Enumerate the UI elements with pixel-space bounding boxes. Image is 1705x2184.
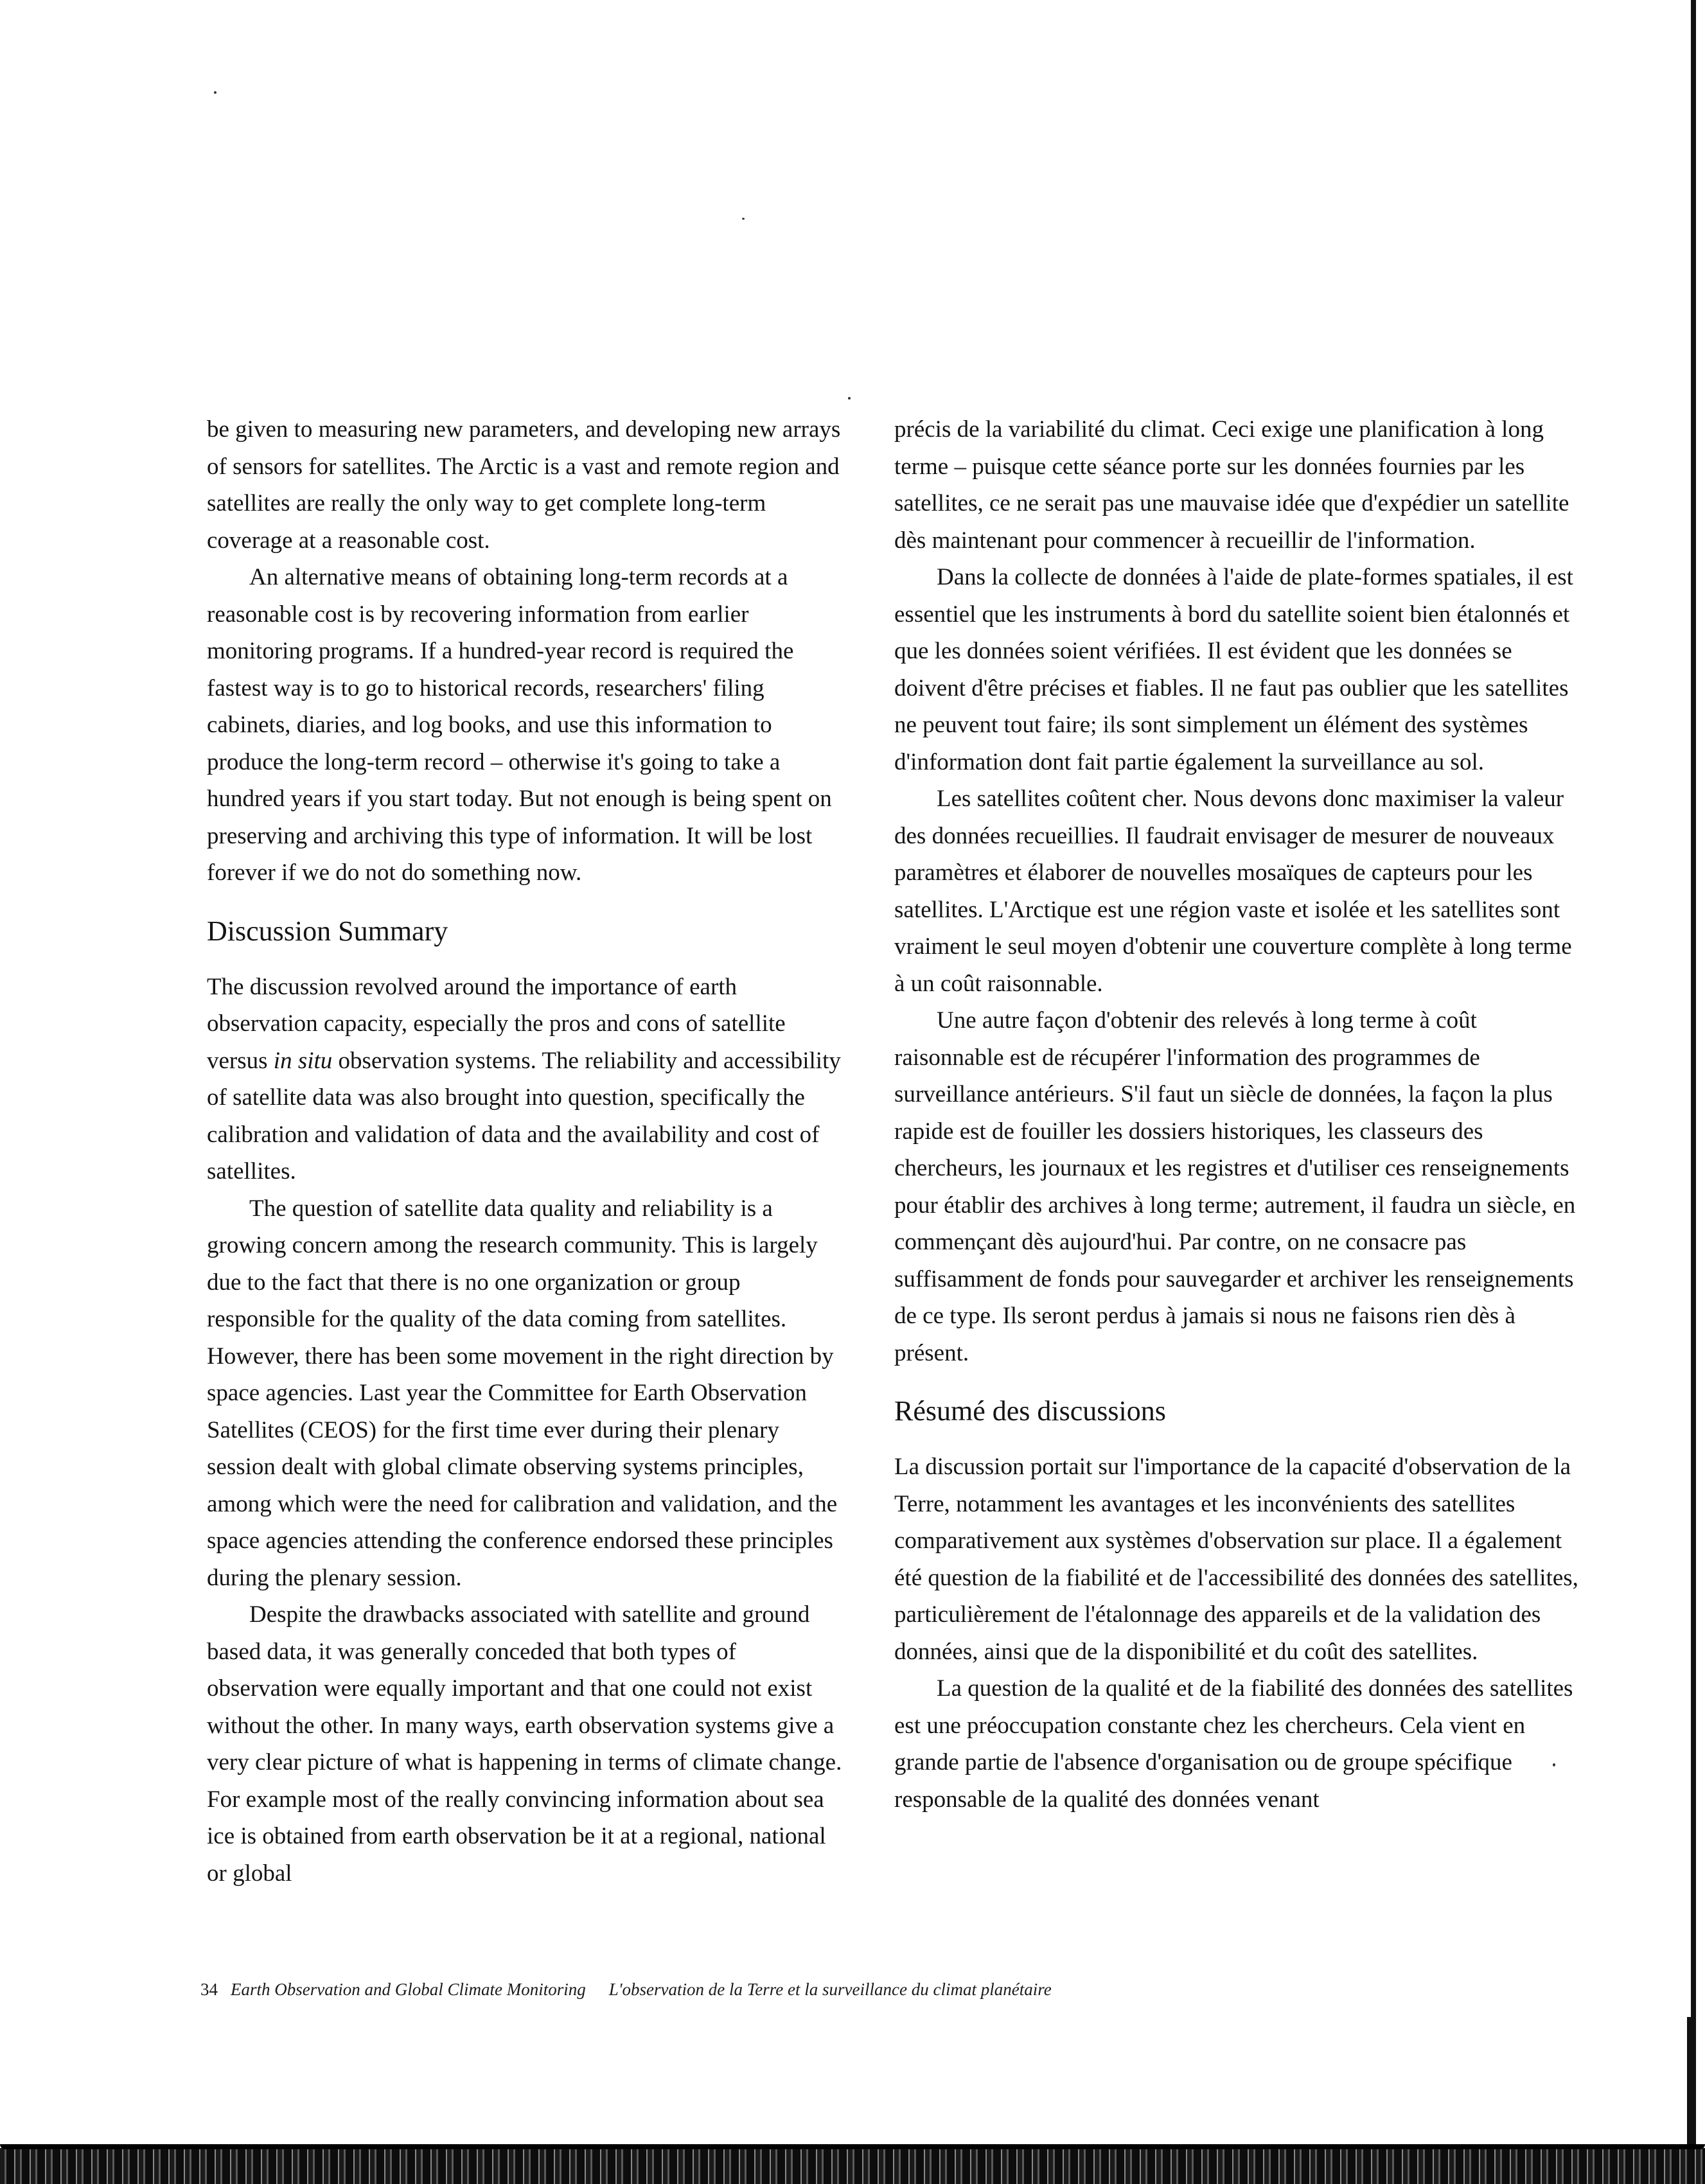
paragraph: The question of satellite data quality and reliability is a growing concern among the research community. This is largely due to the fact that there is no one organization or group responsible for the quality of the data coming from satellites. However, there has been some movement in the right direction by space agencies. Last year the Committee for Earth Observation Satellites (CEOS) for the first time ever during their plenary session dealt with global climate observing systems principles, among which were the need for calibration and validation, and the space agencies attending the conference endorsed these principles during the plenary session. [207, 1195, 838, 1591]
paragraph: Despite the drawbacks associated with satellite and ground based data, it was generally conceded that both types of observation were equally important and that one could not exist without the other. In many ways, earth observation systems give a very clear picture of what is happening in terms of climate change. For example most of the really convincing information about sea ice is obtained from earth observation be it at a regional, national or global [207, 1601, 842, 1887]
paragraph: La discussion portait sur l'importance de la capacité d'observation de la Terre, notamment les avantages et les inconvénients des satellites comparativement aux systèmes d'observation sur place. Il a également été question de la fiabilité et de l'accessibilité des données des satellites, particulièrement de l'étalonnage des appareils et de la validation des données, ainsi que de la disponibilité et du coût des satellites. [894, 1454, 1578, 1665]
scan-border-bottom [0, 2148, 1705, 2184]
section-heading: Discussion Summary [207, 915, 448, 947]
english-column [207, 411, 849, 1892]
paragraph-text: observation systems. The reliability and accessibility of satellite data was also brought into question, specifically the calibration and validation of data and the availability and cost of satellites. [207, 1047, 841, 1184]
french-column [894, 411, 1588, 1818]
paragraph: Une autre façon d'obtenir des relevés à long terme à coût raisonnable est de récupérer l'information des programmes de surveillance antérieurs. S'il faut un siècle de données, la façon la plus rapide est de fouiller les dossiers historiques, les classeurs des chercheurs, les journaux et les registres et d'utiliser ces renseignements pour établir des archives à long terme; autrement, il faudra un siècle, en commençant dès aujourd'hui. Par contre, on ne consacre pas suffisamment de fonds pour sauvegarder et archiver les renseignements de ce type. Ils seront perdus à jamais si nous ne faisons rien dès à présent. [894, 1007, 1576, 1366]
section-heading: Résumé des discussions [894, 1395, 1166, 1427]
scan-speck [214, 91, 216, 94]
footer-title-french: L'observation de la Terre et la surveillance du climat planétaire [608, 1980, 1052, 1999]
paragraph: précis de la variabilité du climat. Ceci exige une planification à long terme – puisque cette séance porte sur les données fournies par les satellites, ce ne serait pas une mauvaise idée que d'expédier un satellite dès maintenant pour commencer à recueillir de l'information. [894, 416, 1569, 554]
scan-speck [848, 397, 851, 400]
paragraph [207, 969, 849, 1190]
paragraph: An alternative means of obtaining long-term records at a reasonable cost is by recovering information from earlier monitoring programs. If a hundred-year record is required the fastest way is to go to historical records, researchers' filing cabinets, diaries, and log books, and use this information to produce the long-term record – otherwise it's going to take a hundred years if you start today. But not enough is being spent on preserving and archiving this type of information. It will be lost forever if we do not do something now. [207, 564, 832, 886]
paragraph: be given to measuring new parameters, and developing new arrays of sensors for satellites. The Arctic is a vast and remote region and satellites are really the only way to get complete long-term coverage at a reasonable cost. [207, 416, 841, 554]
page-number: 34 [200, 1980, 218, 1999]
paragraph-text: The discussion revolved around the importance of earth observation capacity, especially the pros and cons of satellite versus [207, 973, 786, 1074]
scan-border-right [1691, 0, 1696, 2149]
paragraph: Les satellites coûtent cher. Nous devons donc maximiser la valeur des données recueillies. Il faudrait envisager de mesurer de nouveaux paramètres et élaborer de nouvelles mosaïques de capteurs pour les satellites. L'Arctique est une région vaste et isolée et les satellites sont vraiment le seul moyen d'obtenir une couverture complète à long terme à un coût raisonnable. [894, 786, 1572, 997]
paragraph: Dans la collecte de données à l'aide de plate-formes spatiales, il est essentiel que les instruments à bord du satellite soient bien étalonnés et que les données soient vérifiées. Il est évident que les données se doivent d'être précises et fiables. Il ne faut pas oublier que les satellites ne peuvent tout faire; ils sont simplement un élément des systèmes d'information dont fait partie également la surveillance au sol. [894, 564, 1573, 775]
italic-term: in situ [273, 1047, 333, 1074]
footer-title-english: Earth Observation and Global Climate Monitoring [231, 1980, 586, 1999]
page-footer [200, 1980, 1052, 2000]
scan-speck [742, 218, 745, 220]
paragraph: La question de la qualité et de la fiabilité des données des satellites est une préoccupation constante chez les chercheurs. Cela vient en grande partie de l'absence d'organisation ou de groupe spécifique responsable de la qualité des données venant [894, 1675, 1573, 1813]
